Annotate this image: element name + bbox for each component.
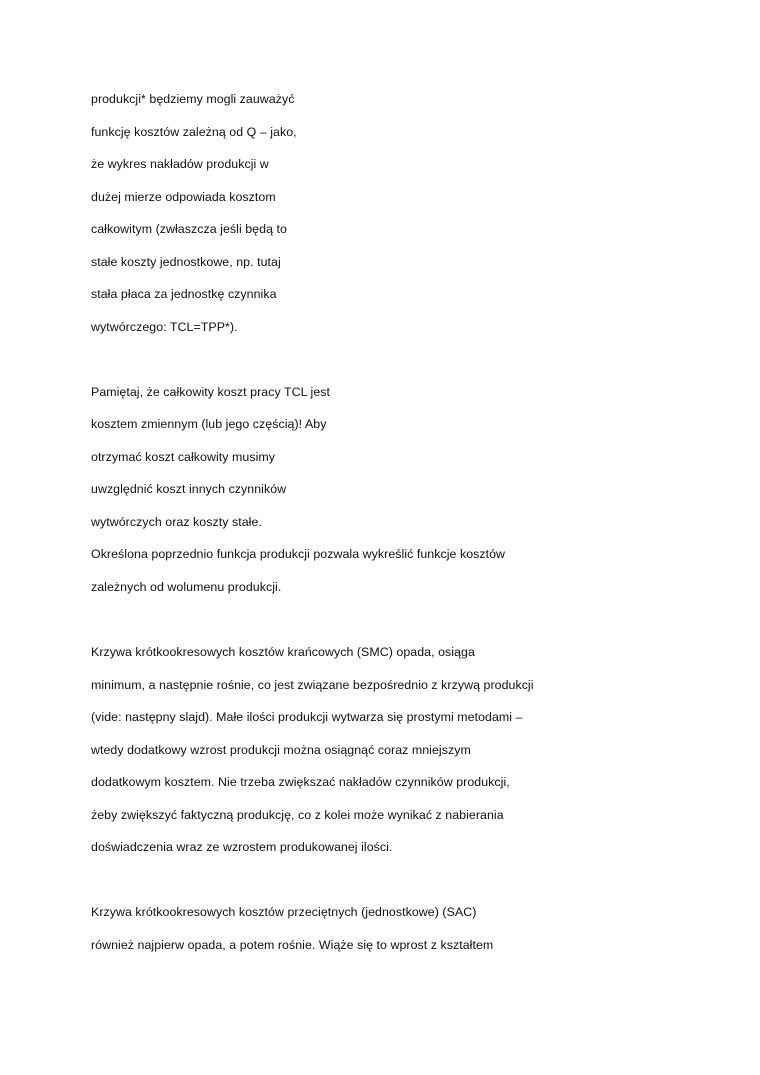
paragraph-3-line-5: dodatkowym kosztem. Nie trzeba zwiększać nakładów czynników produkcji, xyxy=(91,775,510,789)
paragraph-2-line-1: Pamiętaj, że całkowity koszt pracy TCL jest xyxy=(91,385,331,399)
paragraph-1-line-5: całkowitym (zwłaszcza jeśli będą to xyxy=(91,222,287,236)
paragraph-1-line-3: że wykres nakładów produkcji w xyxy=(91,157,269,171)
paragraph-3-line-4: wtedy dodatkowy wzrost produkcji można osiągnąć coraz mniejszym xyxy=(91,743,471,757)
paragraph-3-line-2: minimum, a następnie rośnie, co jest związane bezpośrednio z krzywą produkcji xyxy=(91,678,534,692)
paragraph-3-line-6: żeby zwiększyć faktyczną produkcję, co z kolei może wynikać z nabierania xyxy=(91,808,504,822)
paragraph-1-line-4: dużej mierze odpowiada kosztom xyxy=(91,190,276,204)
paragraph-1-line-6: stałe koszty jednostkowe, np. tutaj xyxy=(91,255,281,269)
paragraph-2-line-4: uwzględnić koszt innych czynników xyxy=(91,482,287,496)
paragraph-4-line-1: Krzywa krótkookresowych kosztów przeciętnych (jednostkowe) (SAC) xyxy=(91,905,477,919)
paragraph-1-line-1: produkcji* będziemy mogli zauważyć xyxy=(91,92,295,106)
paragraph-4-line-2: również najpierw opada, a potem rośnie. Wiąże się to wprost z kształtem xyxy=(91,938,494,952)
paragraph-3-line-3: (vide: następny slajd). Małe ilości produkcji wytwarza się prostymi metodami – xyxy=(91,710,523,724)
paragraph-2-line-2: kosztem zmiennym (lub jego częścią)! Aby xyxy=(91,417,327,431)
paragraph-1-line-8: wytwórczego: TCL=TPP*). xyxy=(91,320,238,334)
paragraph-3-line-1: Krzywa krótkookresowych kosztów krańcowych (SMC) opada, osiąga xyxy=(91,645,475,659)
paragraph-2-line-3: otrzymać koszt całkowity musimy xyxy=(91,450,275,464)
paragraph-1-line-7: stała płaca za jednostkę czynnika xyxy=(91,287,277,301)
paragraph-3-line-7: doświadczenia wraz ze wzrostem produkowanej ilości. xyxy=(91,840,393,854)
paragraph-2-line-5: wytwórczych oraz koszty stałe. xyxy=(91,515,262,529)
paragraph-1-line-2: funkcję kosztów zależną od Q – jako, xyxy=(91,125,297,139)
paragraph-2-line-7: zależnych od wolumenu produkcji. xyxy=(91,580,282,594)
paragraph-2-line-6: Określona poprzednio funkcja produkcji pozwala wykreślić funkcje kosztów xyxy=(91,547,506,561)
